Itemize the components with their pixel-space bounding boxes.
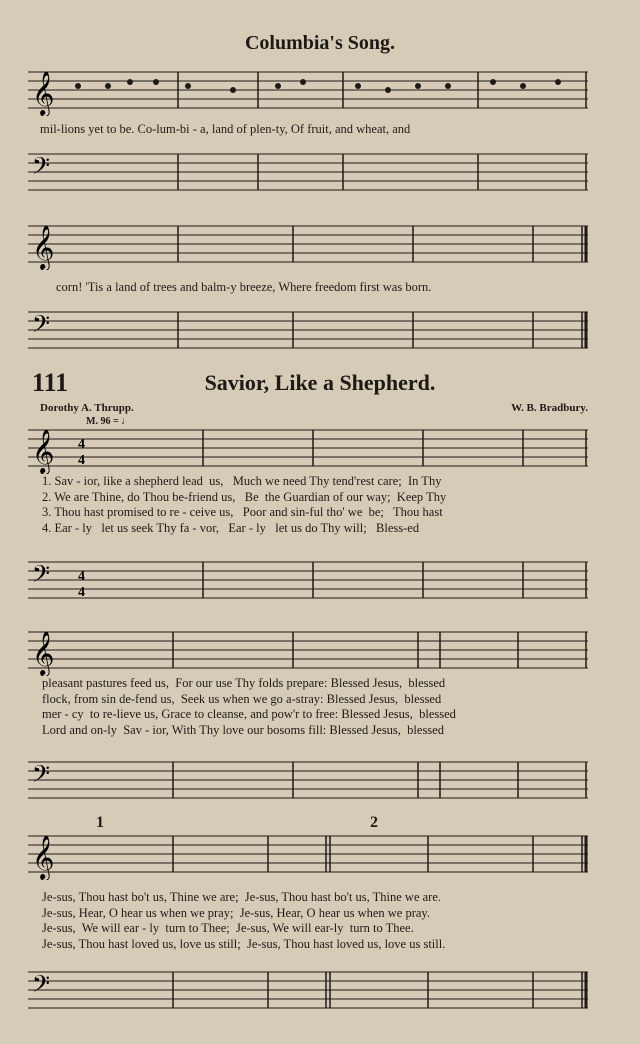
svg-text:4: 4 — [78, 569, 85, 584]
treble-staff-5 — [28, 830, 588, 880]
staff-system-2-treble — [28, 220, 588, 270]
staff-system-4-bass — [28, 756, 588, 806]
upper-hymn-title: Columbia's Song. — [244, 32, 396, 54]
svg-text:𝄞: 𝄞 — [32, 633, 55, 675]
upper-hymn-lyrics-line-1: mil-lions yet to be. Co-lum-bi - a, land of plen-ty, Of fruit, and wheat, and — [40, 122, 411, 136]
verse-line-block-2-3: mer - cy to re-lieve us, Grace to cleanse, and pow'r to free: Blessed Jesus, blessed — [42, 707, 456, 721]
svg-text:𝄞: 𝄞 — [32, 431, 55, 473]
treble-staff-1 — [28, 66, 588, 116]
verse-line-block-2-2: flock, from sin de-fend us, Seek us when we go a-stray: Blessed Jesus, blessed — [42, 691, 442, 706]
svg-text:𝄢: 𝄢 — [32, 154, 51, 185]
bass-staff-1 — [28, 148, 588, 198]
second-ending-number: 2 — [370, 814, 378, 831]
svg-text:𝄞: 𝄞 — [32, 73, 55, 115]
svg-text:𝄢: 𝄢 — [32, 312, 51, 343]
verse-line-block-2-1: pleasant pastures feed us, For our use Thy folds prepare: Blessed Jesus, blessed — [42, 676, 446, 690]
treble-staff-3 — [28, 424, 588, 474]
hymn-author: Dorothy A. Thrupp. — [40, 402, 134, 414]
bass-staff-2 — [28, 306, 588, 356]
treble-staff-4 — [28, 626, 588, 676]
upper-hymn-lyrics-line-2: corn! 'Tis a land of trees and balm-y breeze, Where freedom first was born. — [56, 280, 432, 294]
svg-text:𝄢: 𝄢 — [32, 562, 51, 593]
svg-text:4: 4 — [78, 437, 85, 452]
verse-line-block-3-1: Je-sus, Thou hast bo't us, Thine we are; Je-sus, Thou hast bo't us, Thine we are. — [42, 890, 442, 904]
hymn-composer: W. B. Bradbury. — [511, 402, 588, 414]
verse-line-block-1-4: 4. Ear - ly let us seek Thy fa - vor, Ear - ly let us do Thy will; Bless-ed — [42, 520, 420, 535]
svg-text:𝄞: 𝄞 — [32, 227, 55, 269]
staff-system-4-treble — [28, 626, 588, 676]
hymn-number: 111 — [32, 368, 69, 397]
staff-system-2-bass — [28, 306, 588, 356]
svg-text:𝄞: 𝄞 — [32, 837, 55, 879]
staff-system-3-treble — [28, 424, 588, 474]
staff-system-1-bass — [28, 148, 588, 198]
verse-line-block-1-2: 2. We are Thine, do Thou be-friend us, Be the Guardian of our way; Keep Thy — [42, 489, 447, 504]
staff-system-5-treble — [28, 830, 588, 880]
verse-line-block-3-2: Je-sus, Hear, O hear us when we pray; Je-sus, Hear, O hear us when we pray. — [42, 905, 430, 920]
bass-staff-4 — [28, 756, 588, 806]
bass-staff-3 — [28, 556, 588, 606]
svg-text:4: 4 — [78, 453, 85, 468]
svg-text:𝄢: 𝄢 — [32, 972, 51, 1003]
tempo-marking: M. 96 = ♩ — [86, 416, 132, 427]
svg-text:𝄢: 𝄢 — [32, 762, 51, 793]
verse-line-block-1-3: 3. Thou hast promised to re - ceive us, Poor and sin-ful tho' we be; Thou hast — [42, 505, 443, 519]
staff-system-1-treble — [28, 66, 588, 116]
staff-system-3-bass — [28, 556, 588, 606]
first-ending-number: 1 — [96, 814, 104, 831]
verse-line-block-2-4: Lord and on-ly Sav - ior, With Thy love our bosoms fill: Blessed Jesus, blessed — [42, 722, 444, 737]
verse-line-block-3-4: Je-sus, Thou hast loved us, love us still; Je-sus, Thou hast loved us, love us still. — [42, 936, 446, 951]
treble-staff-2 — [28, 220, 588, 270]
verse-line-block-3-3: Je-sus, We will ear - ly turn to Thee; Je-sus, We will ear-ly turn to Thee. — [42, 921, 414, 935]
bass-staff-5 — [28, 966, 588, 1016]
hymn-title: Savior, Like a Shepherd. — [204, 370, 436, 395]
verse-line-block-1-1: 1. Sav - ior, like a shepherd lead us, Much we need Thy tend'rest care; In Thy — [42, 474, 442, 488]
svg-text:4: 4 — [78, 585, 85, 600]
staff-system-5-bass — [28, 966, 588, 1016]
